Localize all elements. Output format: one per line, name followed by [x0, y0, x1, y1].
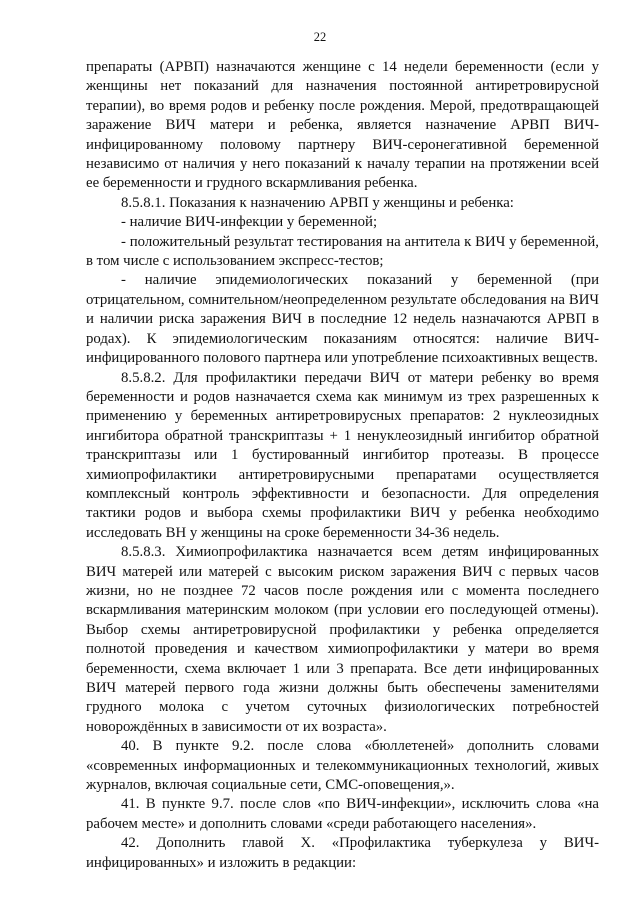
paragraph-item-42: 42. Дополнить главой X. «Профилактика туберкулеза у ВИЧ-инфицированных» и изложить в редакции:: [86, 835, 599, 871]
paragraph-item-40: 40. В пункте 9.2. после слова «бюллетеней» дополнить словами «современных информационных и телекоммуникационных технологий, живых журналов, включая социальные сети, СМС-оповещения,».: [86, 738, 599, 794]
paragraph-8-5-8-1-heading: 8.5.8.1. Показания к назначению АРВП у женщины и ребенка:: [121, 194, 514, 211]
document-body: [86, 58, 599, 873]
paragraph-8-5-8-3: 8.5.8.3. Химиопрофилактика назначается всем детям инфицированных ВИЧ матерей или матерей с высоким риском заражения ВИЧ с первых часов жизни, но не позднее 72 часов после рождения или с момента последнего вскармливания материнским молоком (при условии его последующей отмены). Выбор схемы антиретровирусной профилактики у ребенка определяется полнотой проведения и качеством химиопрофилактики у матери во время беременности, схема включает 1 или 3 препарата. Все дети инфицированных ВИЧ матерей первого года жизни должны быть обеспечены заменителями грудного молока с учетом суточных физиологических потребностей новорождённых в зависимости от их возраста».: [86, 544, 599, 735]
paragraph-item-41: 41. В пункте 9.7. после слов «по ВИЧ-инфекции», исключить слова «на рабочем месте» и дополнить словами «среди работающего населения».: [86, 796, 599, 832]
list-item-epidemiological-indications: - наличие эпидемиологических показаний у беременной (при отрицательном, сомнительном/неопределенном результате обследования на ВИЧ и наличии риска заражения ВИЧ в последние 12 недель назначаются АРВП в родах). К эпидемиологическим показаниям относятся: наличие ВИЧ-инфицированного полового партнера или употребление психоактивных веществ.: [86, 272, 599, 367]
paragraph-8-5-8-2: 8.5.8.2. Для профилактики передачи ВИЧ от матери ребенку во время беременности и родов назначается схема как минимум из трех разрешенных к применению у беременных антиретровирусных препаратов: 2 нуклеозидных ингибитора обратной транскриптазы + 1 ненуклеозидный ингибитор обратной транскриптазы или 1 бустированный ингибитор протеазы. В процессе химиопрофилактики антиретровирусными препаратами осуществляется комплексный контроль эффективности и безопасности. Для определения тактики родов и выбора схемы профилактики ВИЧ у ребенка необходимо исследовать ВН у женщины на сроке беременности 34-36 недель.: [86, 369, 599, 541]
page-number: 22: [313, 30, 327, 44]
list-item-positive-test: - положительный результат тестирования на антитела к ВИЧ у беременной, в том числе с использованием экспресс-тестов;: [86, 233, 599, 270]
paragraph-continuation: препараты (АРВП) назначаются женщине с 14 недели беременности (если у женщины нет показаний для назначения постоянной антиретровирусной терапии), во время родов и ребенку после рождения. Мерой, предотвращающей заражение ВИЧ матери и ребенка, является назначение АРВП ВИЧ-инфицированному половому партнеру ВИЧ-серонегативной беременной независимо от наличия у него показаний к началу терапии на протяжении всей ее беременности и грудного вскармливания ребенка.: [86, 59, 599, 192]
list-item-hiv-infection: - наличие ВИЧ-инфекции у беременной;: [121, 214, 378, 231]
